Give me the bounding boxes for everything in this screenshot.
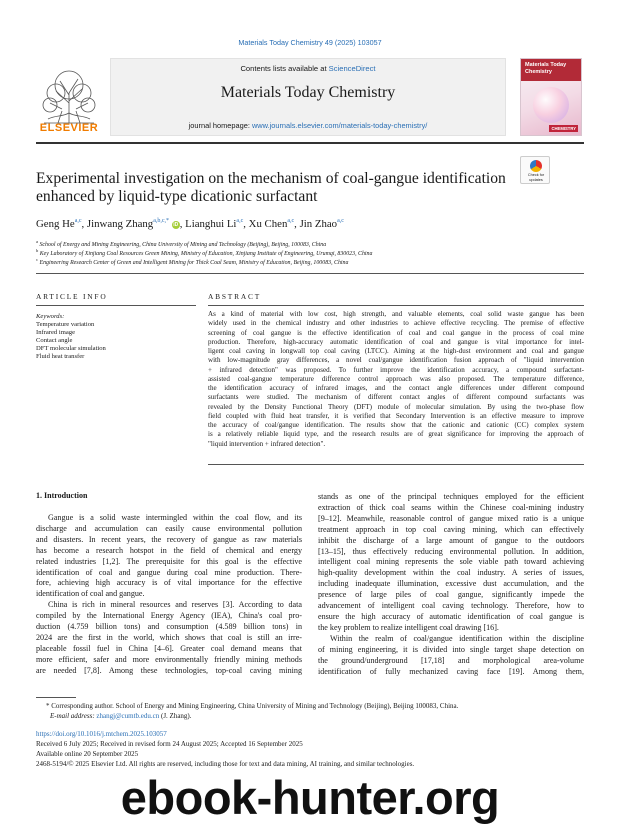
available-online-date: Available online 20 September 2025 [36, 750, 139, 758]
received-dates: Received 6 July 2025; Received in revised form 24 August 2025; Accepted 16 September 2025 [36, 740, 303, 748]
body-line: advancement of intelligent coal caving technology. Therefore, how to [318, 601, 584, 611]
abstract-line: the accuracy of coal/gangue identification. The results show that the cationic and cationic (CC) complex system [208, 421, 584, 430]
abstract-line: surfactants were studied. The mechanism of different contact angles of different compound surfactants was [208, 393, 584, 402]
journal-homepage-line [110, 121, 506, 130]
body-line: high-quality development within the coal industry. A series of issues, [318, 568, 584, 578]
body-line: the key problem to realize intelligent coal drawing [16]. [318, 622, 499, 632]
affiliation-marker: c [36, 257, 38, 262]
author-name[interactable]: Jinwang Zhang [86, 218, 154, 230]
abstract-line: ligent coal caving in longwall top coal caving (LTCC). Aiming at the high-dust environment and coal and gangue [208, 347, 584, 356]
watermark-text: ebook-hunter.org [120, 771, 500, 824]
body-line: identification of coal and gangue. [36, 589, 145, 599]
cover-graphic [533, 87, 569, 123]
body-line: Gangue is a solid waste intermingled within the coal flow, and its [48, 513, 302, 522]
abstract-line: "liquid intervention + infrared detection". [208, 439, 326, 448]
check-updates-label: Check for updates [527, 173, 545, 182]
body-line: Within the realm of coal/gangue identification within the discipline [330, 633, 584, 643]
author-affiliation-marker[interactable]: a,c [236, 218, 244, 224]
journal-homepage-link[interactable]: www.journals.elsevier.com/materials-today-chemistry/ [251, 121, 428, 130]
contents-prefix: Contents lists available at [240, 64, 329, 73]
introduction-heading: 1. Introduction [36, 491, 88, 500]
abstract-line: the identification accuracy of infrared images, and the contact angle differences under different compound [208, 384, 584, 393]
author-affiliation-marker[interactable]: a,b,c,* [153, 218, 170, 224]
body-line: ensure the high accuracy of automatic identification of coal gangue is [318, 611, 584, 621]
abstract-line: As a kind of material with low cost, high strength, and valuable elements, coal solid waste gangue has been [208, 310, 584, 318]
abstract-line: screening of coal gangue is the effective identification of coal and coal gangue in the process of coal mine [208, 328, 584, 337]
keywords-label: Keywords: [36, 313, 65, 320]
abstract-line: field coupled with fluid heat transfer, it is verified that Secondary Intervention is an effective measure to improve [208, 411, 584, 420]
publication-info [36, 729, 584, 769]
cover-title: Materials Today Chemistry [521, 59, 582, 81]
orcid-icon[interactable]: iD [173, 222, 179, 228]
keyword-item: Fluid heat transfer [36, 353, 85, 360]
author-list: Geng He$^{a,c}$, Jinwang Zhang$^{a,b,c,*}$ iD , Lianghui Li$^{a,c}$, Xu Chen$^{a,c}$, Jin Zhao$^{a,c}$ [36, 218, 344, 230]
footnote-rule [36, 697, 76, 698]
body-line: identification of fully mechanized caving face [19]. Among them, [318, 666, 584, 676]
article-title-line-1: Experimental investigation on the mechanism of coal-gangue identification [36, 170, 506, 187]
journal-reference[interactable]: Materials Today Chemistry 49 (2025) 103057 [238, 38, 382, 47]
abstract-line: widely used in the chemical industry and other industries to achieve effective recycling. The premise of effective [208, 319, 584, 328]
body-line: of mining engineering, it is divided into single target shape detection on [318, 644, 584, 654]
article-title [36, 170, 516, 206]
body-line: discharge and accumulation can easily cause environmental pollution [36, 523, 302, 533]
body-line: [9–12]. Meanwhile, reasonable control of gangue mixed ratio is a unique [318, 513, 584, 523]
body-line: has become a research hotspot in the field of chemical and energy [36, 545, 302, 555]
author-name[interactable]: Geng He [36, 218, 75, 230]
affiliation [36, 248, 584, 257]
abstract-body [208, 310, 584, 449]
affiliation [36, 257, 584, 266]
author-name[interactable]: Lianghui Li [185, 218, 237, 230]
elsevier-wordmark: ELSEVIER [39, 122, 99, 134]
author-name[interactable]: Jin Zhao [299, 218, 338, 230]
check-for-updates-button[interactable] [520, 156, 550, 184]
body-line: related industries [1,2]. The prerequisite for this goal is the effective [36, 556, 302, 566]
header-divider [36, 142, 584, 144]
keyword-item: DFT molecular simulation [36, 345, 106, 352]
affiliation-marker: a [36, 239, 38, 244]
contents-available-line [110, 64, 506, 73]
abstract-line: production. Therefore, high-accuracy automatic identification of coal and gangue is vital importance for intel- [208, 337, 584, 346]
keyword-item: Infrared image [36, 329, 75, 336]
email-suffix: (J. Zhang). [159, 712, 192, 720]
body-line: placeable fossil fuel in China [4–6]. Greater coal demand means that [36, 643, 302, 653]
affiliation-text: Key Laboratory of Xinjiang Coal Resources Green Mining, Ministry of Education, Xinjiang Institute of Engineering, Urumqi, 830023, China [39, 250, 373, 257]
keyword-item: Temperature variation [36, 321, 95, 328]
article-info-heading: ARTICLE INFO [36, 292, 108, 301]
abstract-end-rule [208, 464, 584, 465]
body-line: the ground/underground [17,18] and morphological area-volume [318, 655, 584, 665]
abstract-line: assisted coal-gangue temperature difference control approach was also proposed. The temperature difference, [208, 374, 584, 383]
body-line: including inadequate illumination, excessive dust accumulation, and the [318, 579, 584, 589]
copyright-notice: 2468-5194/© 2025 Elsevier Ltd. All rights are reserved, including those for text and data mining, AI training, and similar technologies. [36, 760, 415, 768]
homepage-prefix: journal homepage: [188, 121, 252, 130]
email-label: E-mail address: [50, 712, 97, 720]
affiliation [36, 239, 584, 248]
sciencedirect-link[interactable]: ScienceDirect [328, 64, 376, 73]
body-line: are needed [7,8]. Among these technologies, top-coal caving mining [36, 665, 302, 675]
journal-name: Materials Today Chemistry [220, 84, 396, 101]
body-line: 2024 are the first in the world, which shows that coal is still an irre- [36, 632, 302, 642]
body-line: duction (4.759 billion tons) and consumption (4.589 billion tons) in [36, 622, 302, 632]
affiliation-marker: b [36, 248, 39, 253]
article-info-rule [36, 305, 196, 306]
abstract-rule [208, 305, 584, 306]
journal-cover-thumbnail[interactable] [520, 58, 582, 136]
body-column-right [318, 492, 584, 677]
body-line: more efficient, safer and more environmentally friendly mining methods [36, 654, 302, 664]
abstract-line: with low-magnitude gray differences, a novel coal/gangue identification fusion approach of "liquid intervention [208, 356, 584, 365]
body-line: compiled by the International Energy Agency (IEA), China's coal pro- [36, 611, 302, 621]
doi-link[interactable]: https://doi.org/10.1016/j.mtchem.2025.103057 [36, 730, 167, 738]
corresponding-author-footnote [36, 701, 584, 721]
keyword-item: Contact angle [36, 337, 73, 344]
cover-label: CHEMISTRY [551, 126, 576, 131]
author-name[interactable]: Xu Chen [248, 218, 288, 230]
affiliation-text: Engineering Research Center of Green and Intelligent Mining for Thick Coal Seam, Ministry of Education, Beijing, 100083, China [39, 259, 349, 266]
front-matter-divider [36, 273, 584, 274]
body-line: extraction of thick coal seams within the Chinese coal-mining industry [318, 502, 584, 512]
body-line: treatment approach in top coal caving mining, which can effectively [318, 524, 584, 534]
article-title-line-2: enhanced by liquid-type dicationic surfactant [36, 188, 318, 205]
abstract-line: + infrared detection" was proposed. To further improve the identification accuracy, a compound surfactant- [208, 365, 584, 374]
author-email-link[interactable]: zhangj@cumtb.edu.cn [96, 712, 160, 720]
body-line: presence of large piles of coal gangue, significantly impede the [318, 590, 584, 600]
body-line: intelligent coal mining represents the sole viable path toward achieving [318, 557, 584, 567]
affiliation-text: School of Energy and Mining Engineering, China University of Mining and Technology (Beijing), Beijing, 100083, China [39, 241, 327, 248]
body-line: and disasters. In recent years, the recovery of gangue as raw materials [36, 534, 302, 544]
body-line: stands as one of the principal techniques employed for the efficient [318, 492, 584, 501]
body-line: identification of coal and gangue during coal mine production. There- [36, 567, 302, 577]
body-line: China is rich in mineral resources and reserves [3]. According to data [48, 600, 302, 610]
author-affiliation-marker[interactable]: a,c [337, 218, 344, 224]
body-column-left [36, 513, 302, 677]
abstract-heading: ABSTRACT [208, 292, 262, 301]
body-line: [13–15], thus effectively reducing environmental pollution. In addition, [318, 546, 584, 556]
body-line: inhibit the discharge of a large amount of gangue to the outdoors [318, 535, 584, 545]
corresponding-author-text: * Corresponding author. School of Energy and Mining Engineering, China University of Mining and Technology (Beijing), Beijing 100083, China. [46, 702, 459, 710]
abstract-line: revealed by the Density Functional Theory (DFT) module of molecular simulation. By using the two-phase flow [208, 402, 584, 411]
abstract-line: is a relatively reliable liquid type, and the research results are of great significance for improving the approach of [208, 430, 584, 439]
author-affiliation-marker[interactable]: a,c [287, 218, 295, 224]
author-affiliation-marker[interactable]: a,c [74, 218, 82, 224]
check-updates-icon [530, 160, 542, 172]
body-line: fore, achieving high accuracy is of vital importance for the effective [36, 578, 302, 588]
